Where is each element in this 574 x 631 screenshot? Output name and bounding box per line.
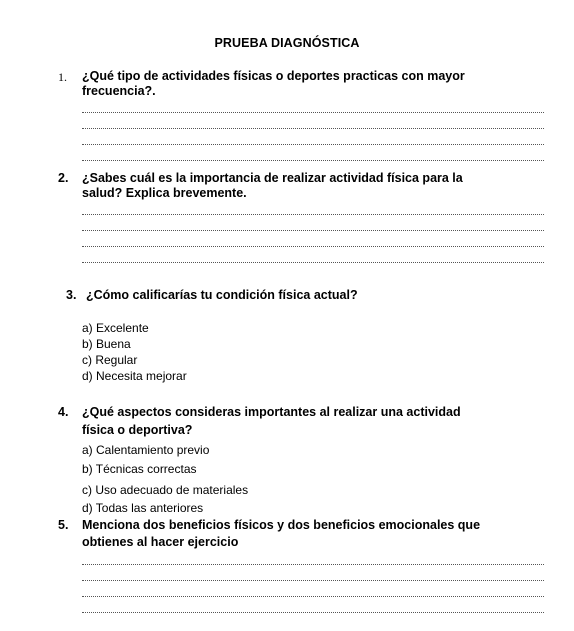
question-1-line-1: ¿Qué tipo de actividades físicas o deportes practicas con mayor	[82, 69, 465, 83]
document-title: PRUEBA DIAGNÓSTICA	[214, 36, 360, 50]
question-5-line-2: obtienes al hacer ejercicio	[82, 535, 239, 549]
option-b: b) Técnicas correctas	[82, 462, 197, 476]
answer-line[interactable]	[82, 108, 544, 113]
answer-line[interactable]	[82, 140, 544, 145]
answer-line[interactable]	[82, 156, 544, 161]
answer-line[interactable]	[82, 258, 544, 263]
option-a: a) Calentamiento previo	[82, 443, 210, 457]
option-c: c) Uso adecuado de materiales	[82, 483, 249, 497]
answer-line[interactable]	[82, 124, 544, 129]
question-3-line-1: ¿Cómo calificarías tu condición física actual?	[86, 288, 358, 302]
question-4-line-2: física o deportiva?	[82, 423, 193, 437]
answer-line[interactable]	[82, 592, 544, 597]
option-d: d) Todas las anteriores	[82, 501, 204, 515]
question-3-number: 3.	[66, 288, 77, 302]
answer-line[interactable]	[82, 242, 544, 247]
answer-line[interactable]	[82, 560, 544, 565]
question-1-line-2: frecuencia?.	[82, 84, 156, 98]
option-d: d) Necesita mejorar	[82, 369, 187, 383]
option-b: b) Buena	[82, 337, 131, 351]
answer-line[interactable]	[82, 226, 544, 231]
question-5-line-1: Menciona dos beneficios físicos y dos beneficios emocionales que	[82, 518, 481, 532]
answer-line[interactable]	[82, 210, 544, 215]
question-4-line-1: ¿Qué aspectos consideras importantes al realizar una actividad	[82, 405, 461, 419]
question-1-number: 1.	[58, 70, 67, 84]
answer-line[interactable]	[82, 576, 544, 581]
question-2-line-1: ¿Sabes cuál es la importancia de realizar actividad física para la	[82, 171, 463, 185]
option-c: c) Regular	[82, 353, 138, 367]
question-4-number: 4.	[58, 405, 69, 419]
question-5-number: 5.	[58, 518, 69, 532]
option-a: a) Excelente	[82, 321, 149, 335]
question-2-number: 2.	[58, 171, 69, 185]
answer-line[interactable]	[82, 608, 544, 613]
question-2-line-2: salud? Explica brevemente.	[82, 186, 247, 200]
